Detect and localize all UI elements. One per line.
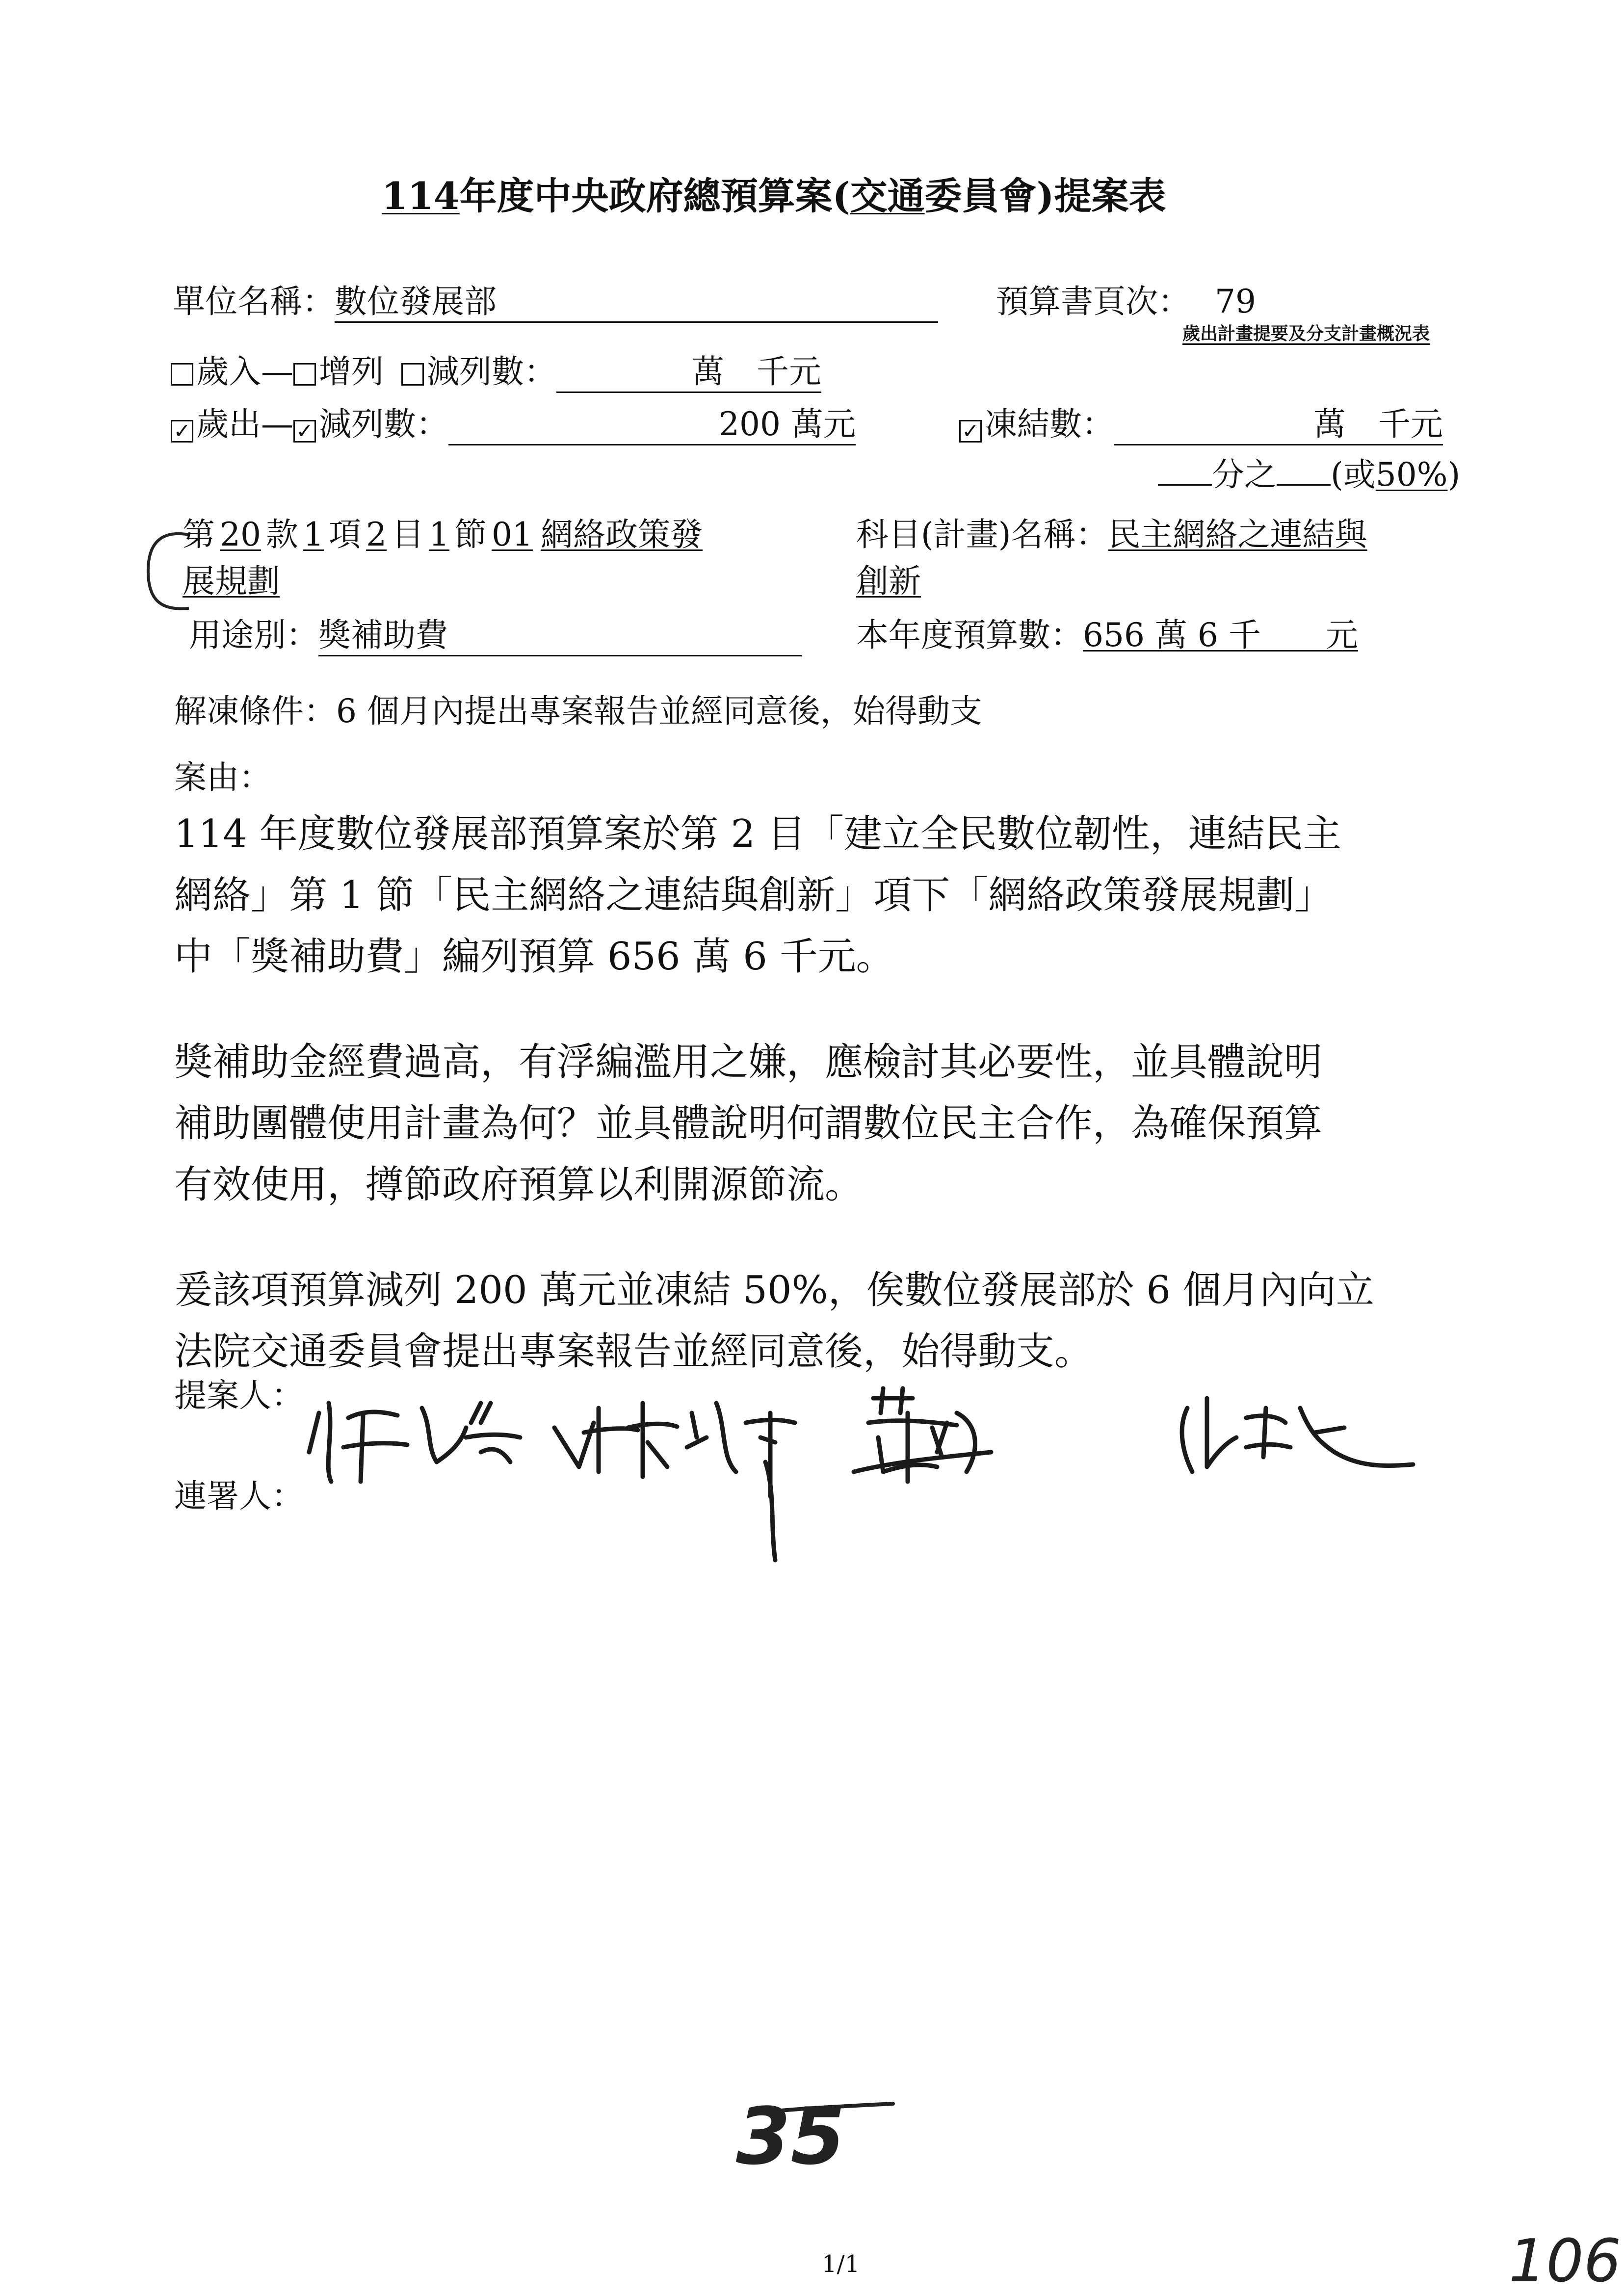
signature-3 — [854, 1388, 991, 1482]
subject-row2 — [856, 562, 921, 601]
page-footer: 1/1 — [822, 2250, 860, 2278]
freeze-label: 凍結數： — [985, 405, 1114, 443]
paragraph3-line1: 爰該項預算減列 200 萬元並凍結 50%，俟數位發展部於 6 個月內向立 — [174, 1268, 1374, 1312]
handwritten-page-number: 35 — [736, 2090, 845, 2182]
paragraph3-line2: 法院交通委員會提出專案報告並經同意後，始得動支。 — [174, 1330, 1093, 1374]
kuan-prefix: 第 — [183, 516, 215, 553]
usage-value: 獎補助費 — [318, 616, 802, 656]
unfreeze-condition: 解凍條件：6 個月內提出專案報告並經同意後，始得動支 — [174, 692, 982, 730]
freeze-percent: 50% — [1375, 456, 1448, 494]
mu-word: 目 — [391, 516, 424, 553]
paragraph1-line1: 114 年度數位發展部預算案於第 2 目「建立全民數位韌性，連結民主 — [174, 812, 1341, 856]
xiang-number: 1 — [303, 516, 324, 553]
checkbox-decrease-expenditure[interactable]: ✓ — [293, 420, 316, 443]
paragraph2-line1: 獎補助金經費過高，有浮編濫用之嫌，應檢討其必要性，並具體說明 — [174, 1040, 1323, 1084]
subject-line1: 民主網絡之連結與 — [1108, 516, 1367, 553]
expenditure-amount: 200 萬元 — [448, 405, 856, 445]
checkbox-freeze[interactable]: ✓ — [959, 420, 982, 443]
paragraph1-line2: 網絡」第 1 節「民主網絡之連結與創新」項下「網絡政策發展規劃」 — [174, 873, 1333, 917]
cosigner-label: 連署人： — [174, 1477, 304, 1515]
paragraph2-line2: 補助團體使用計畫為何？並具體說明何謂數位民主合作，為確保預算 — [174, 1101, 1323, 1146]
revenue-row — [171, 352, 821, 393]
budget-row — [856, 616, 1358, 655]
page-ref-row — [996, 282, 1256, 321]
signature-1 — [309, 1403, 520, 1482]
fraction-end: (或 — [1331, 456, 1376, 494]
revenue-label: 歲入— — [196, 353, 293, 391]
usage-label: 用途別： — [189, 616, 318, 654]
freeze-amount: 萬 千元 — [1114, 405, 1443, 445]
decrease-revenue-label: 減列數： — [427, 353, 556, 391]
program-name-line1: 網絡政策發 — [540, 516, 703, 553]
title-part2: 委員會)提案表 — [924, 174, 1166, 218]
unit-value: 數位發展部 — [335, 282, 938, 323]
expenditure-label: 歲出— — [196, 405, 293, 443]
jie-word: 節 — [454, 516, 487, 553]
reason-label: 案由： — [174, 758, 271, 796]
usage-row — [189, 616, 802, 656]
page-ref-value: 79 — [1215, 283, 1256, 320]
page-ref-note: 歲出計畫提要及分支計畫概況表 — [1182, 323, 1430, 344]
kuan-word: 款 — [265, 516, 298, 553]
budget-label: 本年度預算數： — [856, 616, 1083, 654]
classification-line2 — [183, 562, 280, 601]
xiang-word: 項 — [328, 516, 361, 553]
freeze-row — [959, 405, 1443, 445]
unit-label: 單位名稱： — [173, 283, 335, 320]
subject-label: 科目(計畫)名稱： — [856, 516, 1108, 553]
title-part1: 年度中央政府總預算案( — [459, 174, 850, 218]
fraction-mid: 分之 — [1212, 456, 1277, 494]
title-committee: 交通 — [850, 174, 925, 218]
expenditure-row — [171, 405, 856, 445]
fraction-numerator-blank — [1158, 484, 1212, 486]
subject-row — [856, 515, 1367, 554]
program-name-line2: 展規劃 — [183, 562, 280, 600]
fraction-denominator-blank — [1277, 484, 1331, 486]
revenue-amount: 萬 千元 — [556, 352, 821, 393]
fraction-close: ) — [1447, 456, 1461, 494]
signatures-area — [304, 1369, 1482, 1575]
unit-row — [173, 282, 938, 323]
handwritten-corner-number: 106 — [1509, 2227, 1622, 2296]
checkbox-expenditure[interactable]: ✓ — [171, 420, 193, 443]
signature-4 — [1182, 1398, 1413, 1472]
title-year: 114 — [382, 174, 460, 218]
budget-value: 656 萬 6 千 元 — [1083, 616, 1358, 654]
decrease-expenditure-label: 減列數： — [319, 405, 448, 443]
checkbox-increase[interactable] — [293, 363, 316, 386]
checkbox-decrease-revenue[interactable] — [401, 363, 424, 386]
subject-line2: 創新 — [856, 562, 921, 600]
page-title — [382, 174, 1166, 218]
fraction-row — [1158, 455, 1460, 495]
increase-label: 增列 — [319, 353, 384, 391]
proposer-label: 提案人： — [174, 1377, 304, 1414]
kuan-number: 20 — [220, 516, 261, 553]
page-ref-label: 預算書頁次： — [996, 283, 1190, 320]
paragraph2-line3: 有效使用，撙節政府預算以利開源節流。 — [174, 1163, 864, 1207]
signature-2 — [554, 1403, 795, 1560]
jie-number: 1 — [428, 516, 449, 553]
program-code: 01 — [491, 516, 533, 553]
paragraph1-line3: 中「獎補助費」編列預算 656 萬 6 千元。 — [174, 935, 894, 979]
page-number-stroke — [746, 2099, 903, 2118]
checkbox-revenue[interactable] — [171, 363, 193, 386]
classification-line1 — [183, 515, 703, 554]
mu-number: 2 — [366, 516, 387, 553]
